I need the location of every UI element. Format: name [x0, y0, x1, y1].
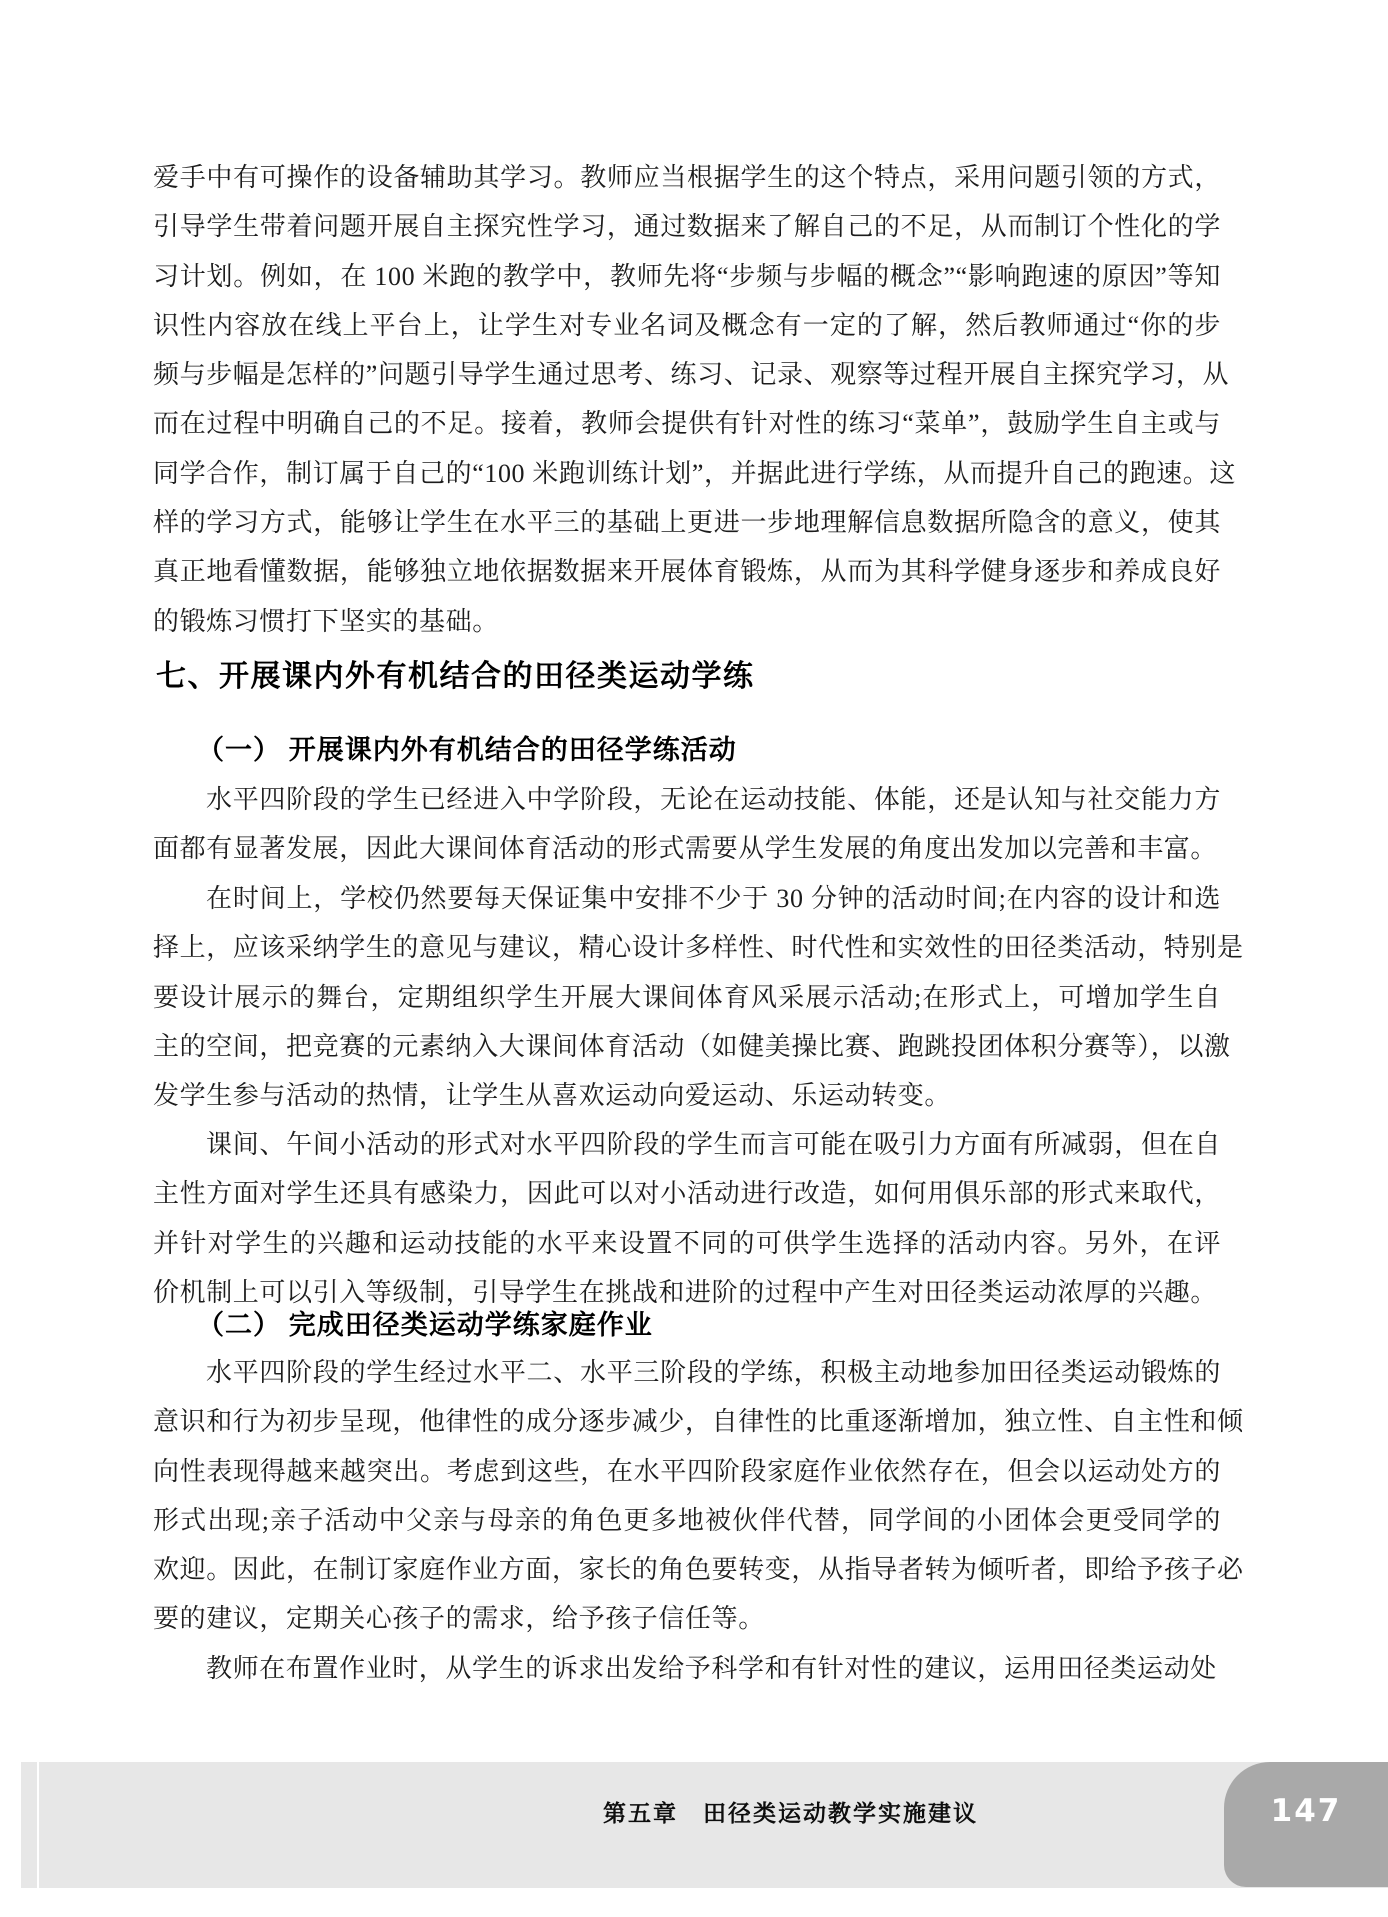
text-line: 识性内容放在线上平台上，让学生对专业名词及概念有一定的了解，然后教师通过“你的步 [153, 310, 1221, 340]
text-line: 在时间上，学校仍然要每天保证集中安排不少于 30 分钟的活动时间;在内容的设计和选 [206, 884, 1221, 913]
text-line: 爱手中有可操作的设备辅助其学习。教师应当根据学生的这个特点，采用问题引领的方式， [153, 163, 1221, 192]
text-line: 价机制上可以引入等级制，引导学生在挑战和进阶的过程中产生对田径类运动浓厚的兴趣。 [153, 1277, 1218, 1307]
chapter-footer-title: 第五章 田径类运动教学实施建议 [603, 1800, 978, 1826]
text-line: 习计划。例如，在 100 米跑的教学中，教师先将“步频与步幅的概念”“影响跑速的原因”等知 [153, 261, 1221, 291]
text-line: 频与步幅是怎样的”问题引导学生通过思考、练习、记录、观察等过程开展自主探究学习，从 [153, 360, 1230, 390]
subsection-heading: （二） 完成田径类运动学练家庭作业 [197, 1310, 653, 1340]
text-line: 真正地看懂数据，能够独立地依据数据来开展体育锻炼，从而为其科学健身逐步和养成良好 [153, 557, 1221, 587]
text-line: 并针对学生的兴趣和运动技能的水平来设置不同的可供学生选择的活动内容。另外，在评 [153, 1228, 1221, 1258]
text-line: 课间、午间小活动的形式对水平四阶段的学生而言可能在吸引力方面有所减弱，但在自 [206, 1130, 1221, 1159]
text-line: 同学合作，制订属于自己的“100 米跑训练计划”，并据此进行学练，从而提升自己的跑速。这 [153, 458, 1236, 488]
text-line: 形式出现;亲子活动中父亲与母亲的角色更多地被伙伴代替，同学间的小团体会更受同学的 [153, 1505, 1221, 1535]
text-line: 发学生参与活动的热情，让学生从喜欢运动向爱运动、乐运动转变。 [153, 1081, 952, 1111]
text-line: 水平四阶段的学生已经进入中学阶段，无论在运动技能、体能，还是认知与社交能力方 [206, 785, 1221, 814]
page-number-tab [1224, 1762, 1388, 1887]
text-line: 意识和行为初步呈现，他律性的成分逐步减少，自律性的比重逐渐增加，独立性、自主性和倾 [153, 1407, 1244, 1437]
body-paragraph [153, 1644, 1221, 1693]
body-paragraph [153, 1120, 1221, 1317]
text-line: 欢迎。因此，在制订家庭作业方面，家长的角色要转变，从指导者转为倾听者，即给予孩子必 [153, 1555, 1244, 1585]
text-line: 主的空间，把竞赛的元素纳入大课间体育活动（如健美操比赛、跑跳投团体积分赛等），以激 [153, 1031, 1231, 1061]
text-line: 水平四阶段的学生经过水平二、水平三阶段的学练，积极主动地参加田径类运动锻炼的 [206, 1358, 1221, 1387]
text-line: 择上，应该采纳学生的意见与建议，精心设计多样性、时代性和实效性的田径类活动，特别是 [153, 933, 1244, 963]
text-line: 面都有显著发展，因此大课间体育活动的形式需要从学生发展的角度出发加以完善和丰富。 [153, 834, 1218, 864]
text-line: 向性表现得越来越突出。考虑到这些，在水平四阶段家庭作业依然存在，但会以运动处方的 [153, 1456, 1221, 1486]
page-number: 147 [1270, 1792, 1342, 1829]
text-line: 引导学生带着问题开展自主探究性学习，通过数据来了解自己的不足，从而制订个性化的学 [153, 212, 1221, 242]
text-line: 而在过程中明确自己的不足。接着，教师会提供有针对性的练习“菜单”，鼓励学生自主或与 [153, 409, 1221, 439]
body-paragraph [153, 874, 1244, 1120]
body-paragraph [153, 1348, 1244, 1644]
section-heading: 七、开展课内外有机结合的田径类运动学练 [156, 660, 755, 693]
footer-band-left-notch [21, 1762, 37, 1888]
text-line: 教师在布置作业时，从学生的诉求出发给予科学和有针对性的建议，运用田径类运动处 [206, 1654, 1217, 1683]
body-paragraph [153, 775, 1221, 874]
body-paragraph [153, 153, 1236, 646]
text-line: 样的学习方式，能够让学生在水平三的基础上更进一步地理解信息数据所隐含的意义，使其 [153, 508, 1221, 538]
text-line: 主性方面对学生还具有感染力，因此可以对小活动进行改造，如何用俱乐部的形式来取代， [153, 1179, 1221, 1209]
text-line: 要设计展示的舞台，定期组织学生开展大课间体育风采展示活动;在形式上，可增加学生自 [153, 982, 1221, 1012]
text-line: 要的建议，定期关心孩子的需求，给予孩子信任等。 [153, 1604, 765, 1634]
text-line: 的锻炼习惯打下坚实的基础。 [153, 606, 499, 636]
subsection-heading: （一） 开展课内外有机结合的田径学练活动 [197, 735, 737, 765]
